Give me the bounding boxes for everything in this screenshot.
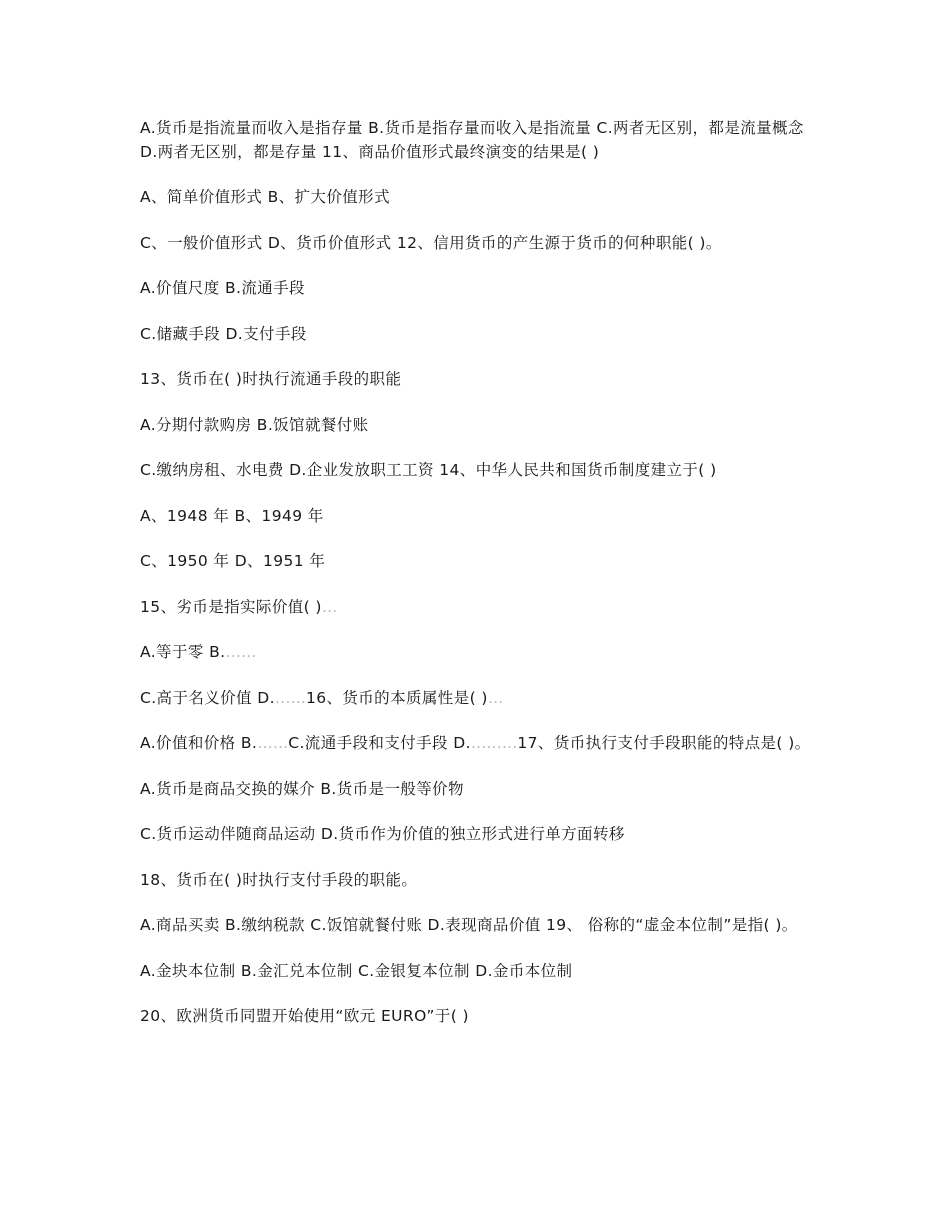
truncation-mark: …… [257,734,289,752]
truncation-mark: …… [274,688,306,707]
truncation-mark: …… [225,643,257,661]
paragraph-8: C.缴纳房租、水电费 D.企业发放职工工资 14、中华人民共和国货币制度建立于( ) [140,461,717,479]
paragraph-11: 15、劣币是指实际价值( )… [140,597,338,616]
paragraph-15: A.货币是商品交换的媒介 B.货币是一般等价物 [140,779,464,798]
paragraph-4: A.价值尺度 B.流通手段 [140,279,305,297]
paragraph-6: 13、货币在( )时执行流通手段的职能 [140,370,402,388]
truncation-mark: … [487,688,504,707]
paragraph-2: A、简单价值形式 B、扩大价值形式 [140,188,390,206]
paragraph-1: A.货币是指流量而收入是指存量 B.货币是指存量而收入是指流量 C.两者无区别，都是流量概念 D.两者无区别，都是存量 11、商品价值形式最终演变的结果是( ) [140,119,804,161]
document-body [140,117,812,1051]
paragraph-17: 18、货币在( )时执行支付手段的职能。 [140,870,418,889]
paragraph-7: A.分期付款购房 B.饭馆就餐付账 [140,415,369,434]
paragraph-16: C.货币运动伴随商品运动 D.货币作为价值的独立形式进行单方面转移 [140,825,625,843]
paragraph-3: C、一般价值形式 D、货币价值形式 12、信用货币的产生源于货币的何种职能( )。 [140,233,722,252]
paragraph-18: A.商品买卖 B.缴纳税款 C.饭馆就餐付账 D.表现商品价值 19、 俗称的“虚金本位制”是指( )。 [140,916,798,934]
paragraph-19: A.金块本位制 B.金汇兑本位制 C.金银复本位制 D.金币本位制 [140,961,573,980]
truncation-mark: … [321,597,338,616]
paragraph-10: C、1950 年 D、1951 年 [140,552,326,570]
paragraph-5: C.储藏手段 D.支付手段 [140,324,307,343]
paragraph-12: A.等于零 B.…… [140,643,257,661]
paragraph-20: 20、欧洲货币同盟开始使用“欧元 EURO”于( ) [140,1007,469,1025]
paragraph-14: A.价值和价格 B.……C.流通手段和支付手段 D.………17、货币执行支付手段职能的特点是( )。 [140,734,811,752]
truncation-mark: ……… [470,734,518,752]
paragraph-9: A、1948 年 B、1949 年 [140,506,324,525]
paragraph-13: C.高于名义价值 D.……16、货币的本质属性是( )… [140,688,504,707]
